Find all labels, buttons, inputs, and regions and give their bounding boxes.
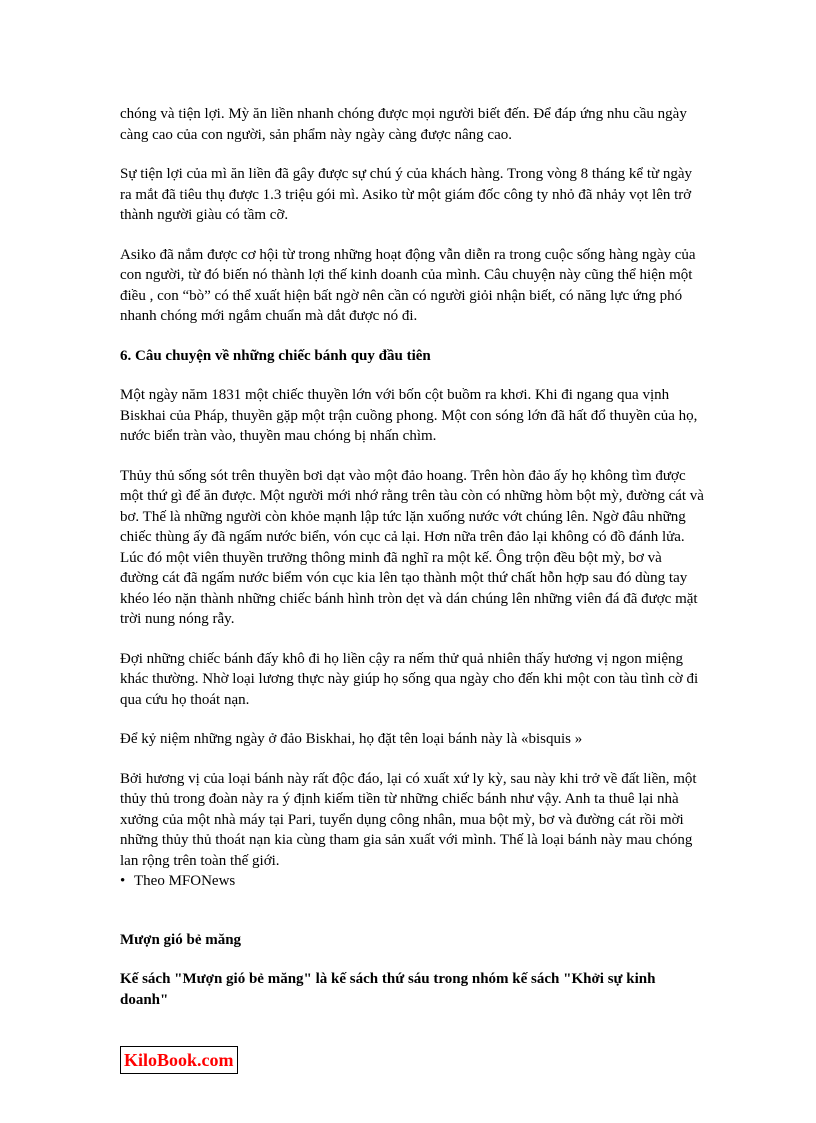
section-6-heading: 6. Câu chuyện về những chiếc bánh quy đầu tiên	[120, 347, 431, 364]
source-text: Theo MFONews	[134, 873, 236, 889]
paragraph-5: Thủy thủ sống sót trên thuyền bơi dạt vào một đảo hoang. Trên hòn đảo ấy họ không tìm được một thứ gì để ăn được. Một người mới nhớ rằng trên tàu còn có những hòm bột mỳ, đường cát và bơ. Thế là những người còn khỏe mạnh lập tức lặn xuống nước vớt chúng lên. Ngờ đâu những chiếc thùng ấy đã ngấm nước biển, vón cục cả lại. Hơn nữa trên đảo lại không có đồ đánh lửa. Lúc đó một viên thuyền trưởng thông minh đã nghĩ ra một kế. Ông trộn đều bột mỳ, bơ và đường cát đã ngấm nước biểm vón cục kia lên tạo thành một thứ chất hỗn hợp sau đó dùng tay khéo léo nặn thành những chiếc bánh hình tròn dẹt và dán chúng lên những viên đá đã được mặt trời nung nóng rẫy.	[120, 467, 704, 627]
paragraph-3: Asiko đã nắm được cơ hội từ trong những hoạt động vẫn diễn ra trong cuộc sống hàng ngày của con người, từ đó biến nó thành lợi thế kinh doanh của mình. Câu chuyện này cũng thể hiện một điều , con “bò” có thể xuất hiện bất ngờ nên cần có người giỏi nhận biết, có năng lực ứng phó nhanh chóng mới ngắm chuẩn mà dắt được nó đi.	[120, 246, 696, 324]
muon-gio-heading: Mượn gió bẻ măng	[120, 931, 242, 948]
paragraph-1: chóng và tiện lợi. Mỳ ăn liền nhanh chóng được mọi người biết đến. Để đáp ứng nhu cầu ngày càng cao của con người, sản phẩm này ngày càng được nâng cao.	[120, 106, 687, 143]
paragraph-7: Để kỷ niệm những ngày ở đảo Biskhai, họ đặt tên loại bánh này là «bisquis »	[120, 731, 583, 747]
source-bullet	[120, 871, 704, 892]
document-body	[120, 104, 704, 1010]
bullet-icon: •	[120, 873, 126, 889]
kilobook-logo[interactable]: KiloBook.com	[120, 1046, 238, 1074]
paragraph-4: Một ngày năm 1831 một chiếc thuyền lớn với bốn cột buồm ra khơi. Khi đi ngang qua vịnh Biskhai của Pháp, thuyền gặp một trận cuồng phong. Một con sóng lớn đã hất đổ thuyền của họ, nước biển tràn vào, thuyền mau chóng bị nhấn chìm.	[120, 387, 698, 444]
paragraph-8: Bởi hương vị của loại bánh này rất độc đáo, lại có xuất xứ ly kỳ, sau này khi trở về đất liền, một thủy thủ trong đoàn này ra ý định kiếm tiền từ những chiếc bánh như vậy. Anh ta thuê lại nhà xưởng của một nhà máy tại Pari, tuyển dụng công nhân, mua bột mỳ, bơ và đường cát rồi mời những thủy thủ thoát nạn kia cùng tham gia sản xuất với mình. Thế là loại bánh này mau chóng lan rộng trên toàn thế giới.	[120, 770, 697, 869]
paragraph-6: Đợi những chiếc bánh đấy khô đi họ liền cậy ra nếm thử quả nhiên thấy hương vị ngon miệng khác thường. Nhờ loại lương thực này giúp họ sống qua ngày cho đến khi một con tàu tình cờ đi qua cứu họ thoát nạn.	[120, 650, 699, 708]
paragraph-2: Sự tiện lợi của mì ăn liền đã gây được sự chú ý của khách hàng. Trong vòng 8 tháng kể từ ngày ra mắt đã tiêu thụ được 1.3 triệu gói mì. Asiko từ một giám đốc công ty nhỏ đã nhảy vọt lên trở thành người giàu có tầm cỡ.	[120, 166, 693, 223]
ke-sach-heading: Kế sách "Mượn gió bẻ măng" là kế sách thứ sáu trong nhóm kế sách "Khởi sự kinh doanh"	[120, 971, 656, 1008]
